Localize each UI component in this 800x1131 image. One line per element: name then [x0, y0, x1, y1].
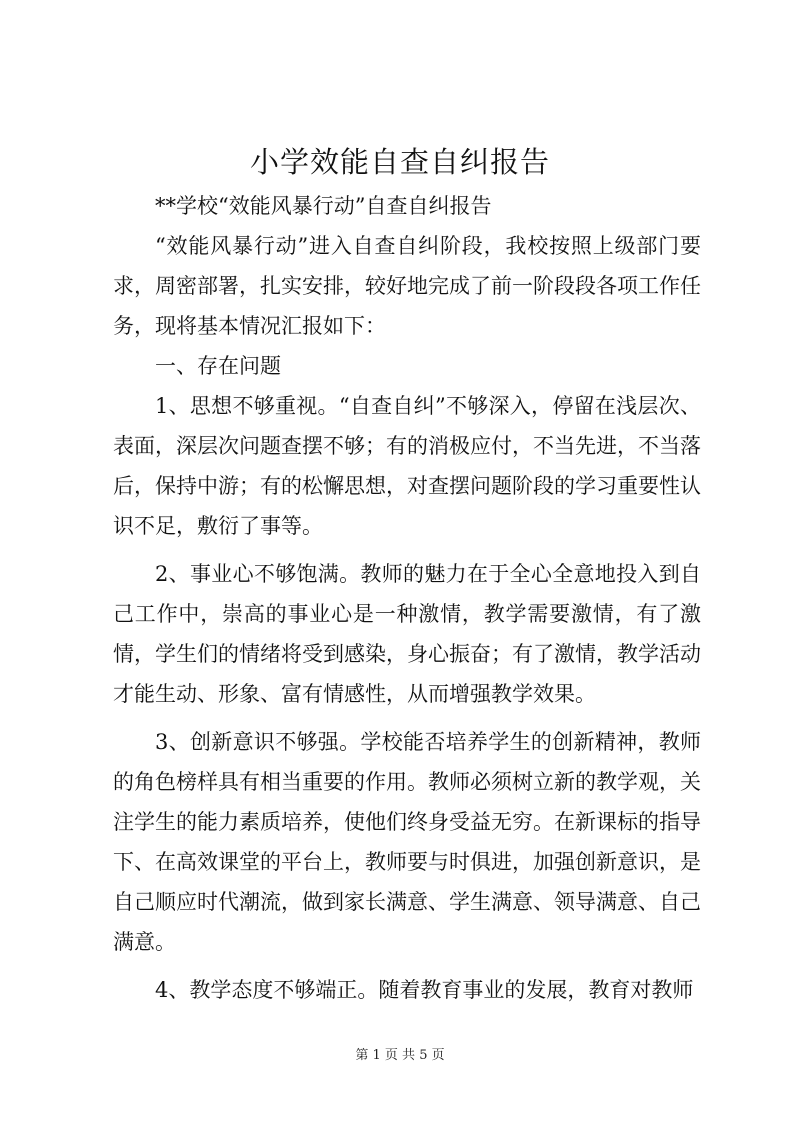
- problem-item-2: 2、事业心不够饱满。教师的魅力在于全心全意地投入到自己工作中，崇高的事业心是一种激情，教学需要激情，有了激情，学生们的情绪将受到感染，身心振奋；有了激情，教学活动才能生动、形象、富有情感性，从而增强教学效果。: [113, 562, 701, 706]
- problem-item-3: 3、创新意识不够强。学校能否培养学生的创新精神，教师的角色榜样具有相当重要的作用。教师必须树立新的教学观，关注学生的能力素质培养，使他们终身受益无穷。在新课标的指导下、在高效课堂的平台上，教师要与时俱进，加强创新意识，是自己顺应时代潮流，做到家长满意、学生满意、领导满意、自己满意。: [113, 730, 701, 954]
- document-body: [113, 186, 701, 1010]
- intro-paragraph: “效能风暴行动”进入自查自纠阶段，我校按照上级部门要求，周密部署，扎实安排，较好地完成了前一阶段段各项工作任务，现将基本情况汇报如下：: [113, 234, 701, 338]
- document-title: 小学效能自查自纠报告: [249, 145, 550, 179]
- problem-item-1: 1、思想不够重视。“自查自纠”不够深入，停留在浅层次、表面，深层次问题查摆不够；有的消极应付，不当先进，不当落后，保持中游；有的松懈思想，对查摆问题阶段的学习重要性认识不足，敷衍了事等。: [113, 394, 701, 538]
- page-footer: 第 1 页 共 5 页: [355, 1048, 445, 1063]
- section-heading: 一、存在问题: [155, 354, 281, 378]
- subtitle-paragraph: **学校“效能风暴行动”自查自纠报告: [155, 194, 492, 218]
- problem-item-4: 4、教学态度不够端正。随着教育事业的发展，教育对教师: [155, 978, 694, 1002]
